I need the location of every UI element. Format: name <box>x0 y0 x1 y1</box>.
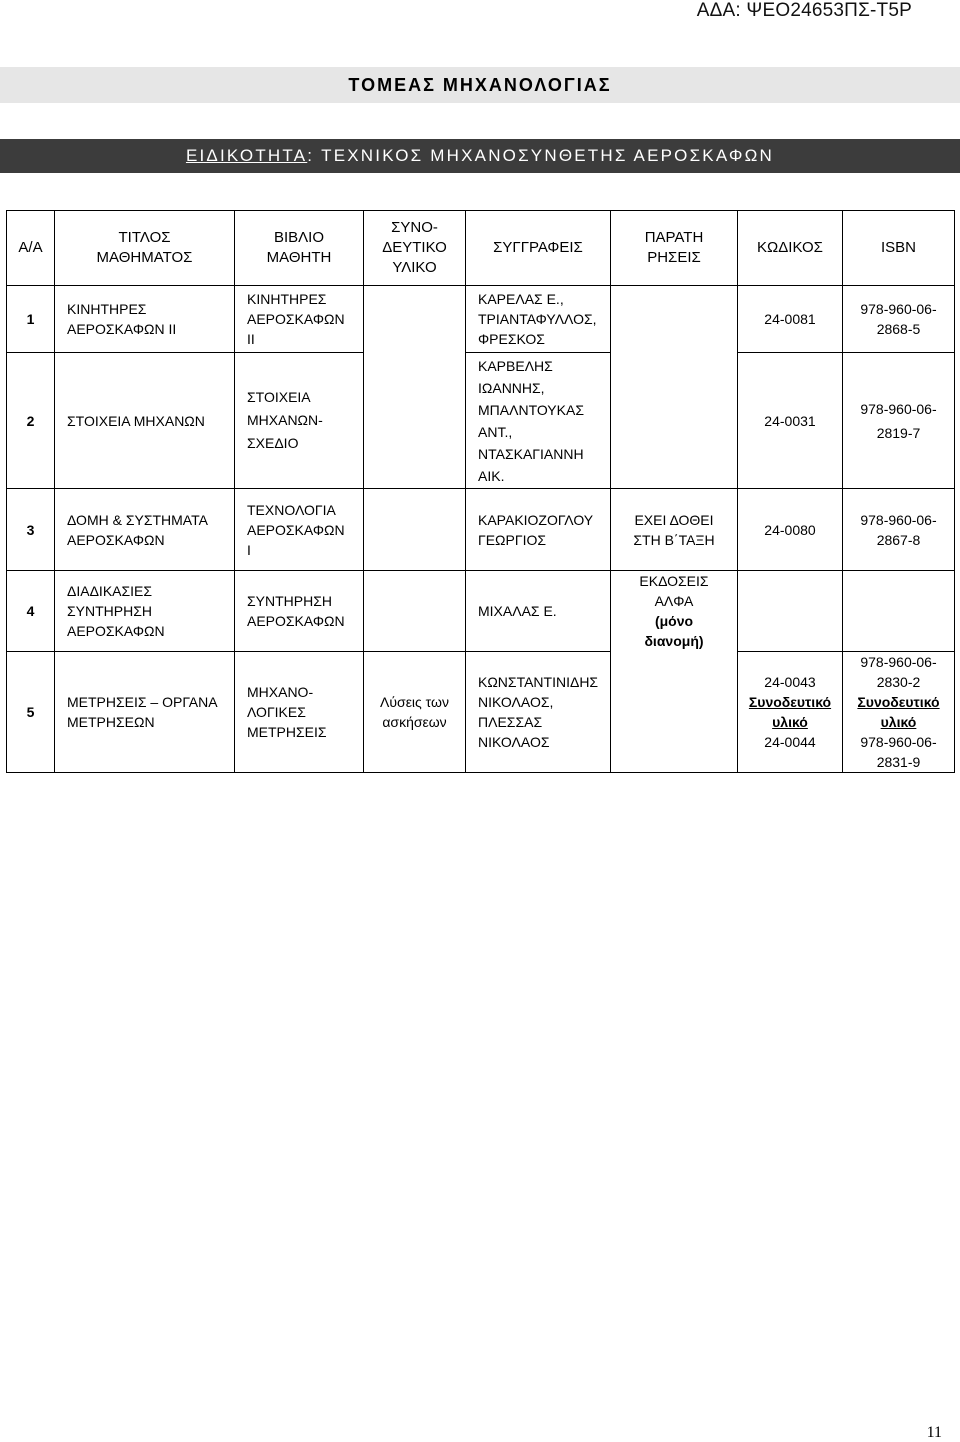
row-aa: 5 <box>7 651 55 772</box>
row-code: 24-0031 <box>738 353 843 489</box>
row-authors: ΚΑΡΒΕΛΗΣ ΙΩΑΝΝΗΣ, ΜΠΑΛΝΤΟΥΚΑΣ ΑΝΤ., ΝΤΑΣΚΑΓΙΑΝΝΗ ΑΙΚ. <box>466 353 611 489</box>
row-book: ΚΙΝΗΤΗΡΕΣ ΑΕΡΟΣΚΑΦΩΝ ΙΙ <box>235 286 364 353</box>
table-row <box>7 286 955 353</box>
row-title: ΔΟΜΗ & ΣΥΣΤΗΜΑΤΑ ΑΕΡΟΣΚΑΦΩΝ <box>55 489 235 571</box>
header-supplementary: ΣΥΝΟ- ΔΕΥΤΙΚΟ ΥΛΙΚΟ <box>364 211 466 286</box>
row-aa: 2 <box>7 353 55 489</box>
row-title: ΜΕΤΡΗΣΕΙΣ – ΟΡΓΑΝΑ ΜΕΤΡΗΣΕΩΝ <box>55 651 235 772</box>
specialty-bar <box>0 139 960 173</box>
header-code: ΚΩΔΙΚΟΣ <box>738 211 843 286</box>
row-title: ΚΙΝΗΤΗΡΕΣ ΑΕΡΟΣΚΑΦΩΝ ΙΙ <box>55 286 235 353</box>
header-aa: Α/Α <box>7 211 55 286</box>
table-row <box>7 571 955 652</box>
header-notes: ΠΑΡΑΤΗ ΡΗΣΕΙΣ <box>611 211 738 286</box>
specialty-colon: : <box>307 146 315 165</box>
row-isbn: 978-960-06- 2867-8 <box>843 489 955 571</box>
header-authors: ΣΥΓΓΡΑΦΕΙΣ <box>466 211 611 286</box>
row-code <box>738 571 843 652</box>
row-isbn: 978-960-06- 2830-2 Συνοδευτικό υλικό 978-960-06- 2831-9 <box>843 651 955 772</box>
row-title: ΔΙΑΔΙΚΑΣΙΕΣ ΣΥΝΤΗΡΗΣΗ ΑΕΡΟΣΚΑΦΩΝ <box>55 571 235 652</box>
row-book: ΤΕΧΝΟΛΟΓΙΑ ΑΕΡΟΣΚΑΦΩΝ Ι <box>235 489 364 571</box>
header-title: ΤΙΤΛΟΣ ΜΑΘΗΜΑΤΟΣ <box>55 211 235 286</box>
specialty-label: ΕΙΔΙΚΟΤΗΤΑ <box>185 146 308 165</box>
page-number: 11 <box>926 1424 942 1441</box>
row-code: 24-0081 <box>738 286 843 353</box>
row-notes: ΕΧΕΙ ΔΟΘΕΙ ΣΤΗ Β΄ΤΑΞΗ <box>611 489 738 571</box>
row-supplementary <box>364 489 466 571</box>
row-notes <box>611 651 738 772</box>
header-isbn: ISBN <box>843 211 955 286</box>
header-row <box>7 211 955 286</box>
ada-code: ΑΔΑ: ΨΕΟ24653ΠΣ-Τ5Ρ <box>696 0 912 21</box>
row-aa: 4 <box>7 571 55 652</box>
row-authors: ΚΑΡΑΚΙΟΖΟΓΛΟΥ ΓΕΩΡΓΙΟΣ <box>466 489 611 571</box>
row-book: ΣΥΝΤΗΡΗΣΗ ΑΕΡΟΣΚΑΦΩΝ <box>235 571 364 652</box>
row-authors: ΜΙΧΑΛΑΣ Ε. <box>466 571 611 652</box>
row-book: ΜΗΧΑΝΟ- ΛΟΓΙΚΕΣ ΜΕΤΡΗΣΕΙΣ <box>235 651 364 772</box>
row-notes: ΕΚΔΟΣΕΙΣ ΑΛΦΑ (μόνο διανομή) <box>611 571 738 652</box>
row-authors: ΚΑΡΕΛΑΣ Ε., ΤΡΙΑΝΤΑΦΥΛΛΟΣ, ΦΡΕΣΚΟΣ <box>466 286 611 353</box>
table-row <box>7 489 955 571</box>
row-code: 24-0043 Συνοδευτικό υλικό 24-0044 <box>738 651 843 772</box>
row-supplementary <box>364 571 466 652</box>
row-supplementary <box>364 286 466 489</box>
row-isbn: 978-960-06- 2819-7 <box>843 353 955 489</box>
specialty-value: ΤΕΧΝΙΚΟΣ ΜΗΧΑΝΟΣΥΝΘΕΤΗΣ ΑΕΡΟΣΚΑΦΩΝ <box>321 146 775 165</box>
row-notes <box>611 286 738 489</box>
row-title: ΣΤΟΙΧΕΙΑ ΜΗΧΑΝΩΝ <box>55 353 235 489</box>
row-supplementary: Λύσεις των ασκήσεων <box>364 651 466 772</box>
header-book: ΒΙΒΛΙΟ ΜΑΘΗΤΗ <box>235 211 364 286</box>
row-authors: ΚΩΝΣΤΑΝΤΙΝΙΔΗΣ ΝΙΚΟΛΑΟΣ, ΠΛΕΣΣΑΣ ΝΙΚΟΛΑΟΣ <box>466 651 611 772</box>
row-aa: 3 <box>7 489 55 571</box>
row-book: ΣΤΟΙΧΕΙΑ ΜΗΧΑΝΩΝ- ΣΧΕΔΙΟ <box>235 353 364 489</box>
row-isbn: 978-960-06- 2868-5 <box>843 286 955 353</box>
table-row <box>7 651 955 772</box>
row-aa: 1 <box>7 286 55 353</box>
books-table <box>6 210 955 773</box>
sector-title: ΤΟΜΕΑΣ ΜΗΧΑΝΟΛΟΓΙΑΣ <box>0 67 960 103</box>
row-isbn <box>843 571 955 652</box>
row-code: 24-0080 <box>738 489 843 571</box>
table-row <box>7 353 955 489</box>
